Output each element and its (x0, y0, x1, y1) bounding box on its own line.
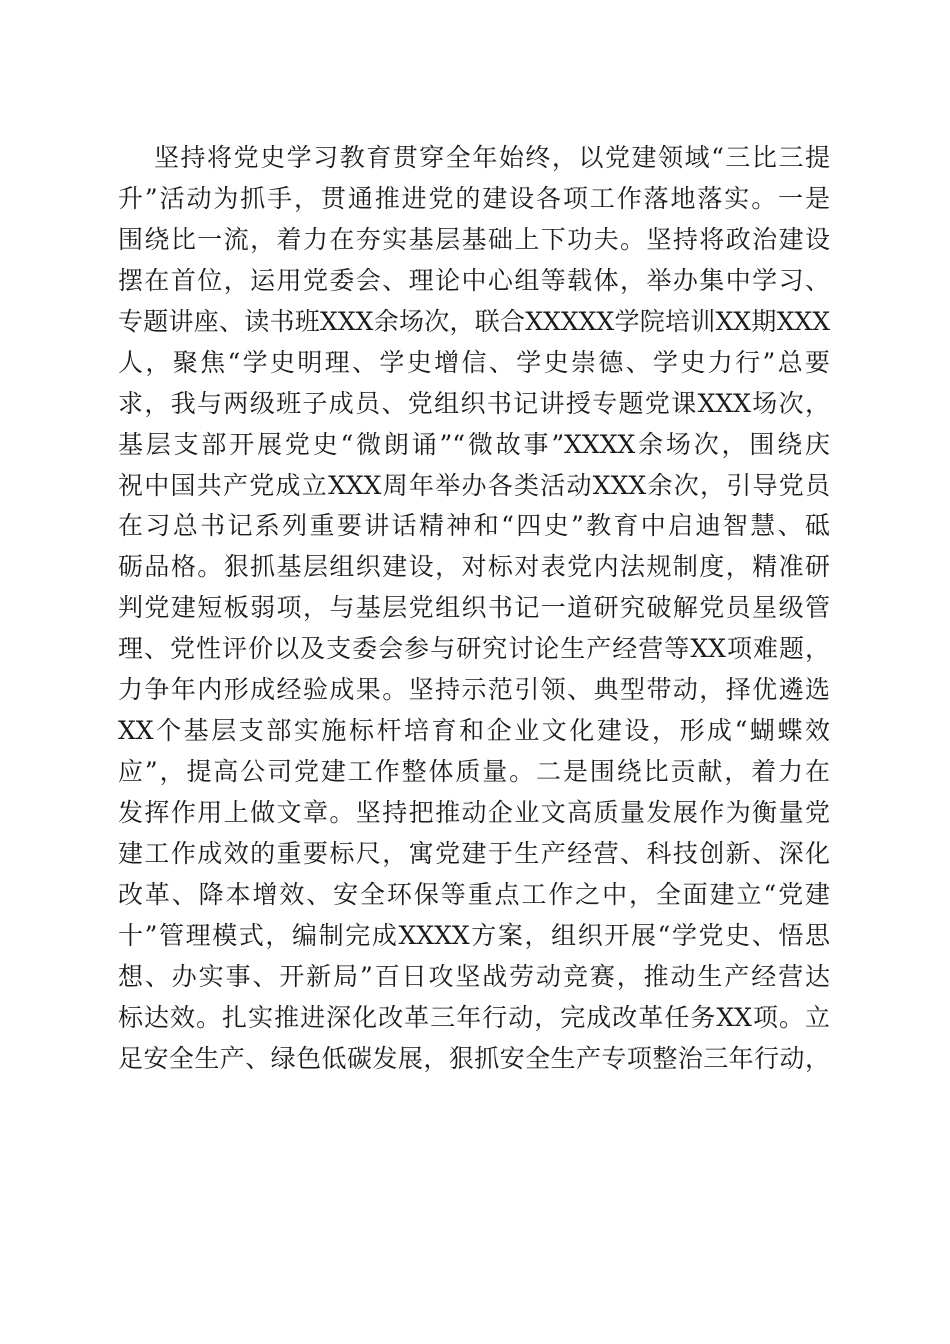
paragraph-line: 专题讲座、读书班XXX余场次，联合XXXXX学院培训XX期XXX (118, 306, 830, 336)
paragraph-line: 十”管理模式，编制完成XXXX方案，组织开展“学党史、悟思 (118, 920, 830, 950)
paragraph-line: 力争年内形成经验成果。坚持示范引领、典型带动，择优遴选 (118, 675, 830, 705)
paragraph-line: 祝中国共产党成立XXX周年举办各类活动XXX余次，引导党员 (118, 470, 830, 500)
paragraph-line: 基层支部开展党史“微朗诵”“微故事”XXXX余场次，围绕庆 (118, 429, 830, 459)
paragraph-line: 围绕比一流，着力在夯实基层基础上下功夫。坚持将政治建设 (118, 224, 830, 254)
paragraph-line: 发挥作用上做文章。坚持把推动企业文高质量发展作为衡量党 (118, 798, 830, 827)
paragraph-line: 标达效。扎实推进深化改革三年行动，完成改革任务XX项。立 (118, 1002, 830, 1032)
paragraph-line: 应”，提高公司党建工作整体质量。二是围绕比贡献，着力在 (118, 757, 830, 787)
paragraph-line: 足安全生产、绿色低碳发展，狠抓安全生产专项整治三年行动， (118, 1043, 830, 1073)
paragraph-line: 砺品格。狠抓基层组织建设，对标对表党内法规制度，精准研 (118, 552, 830, 582)
paragraph-line: 人，聚焦“学史明理、学史增信、学史崇德、学史力行”总要 (118, 347, 830, 377)
paragraph-line: 在习总书记系列重要讲话精神和“四史”教育中启迪智慧、砥 (118, 511, 830, 541)
paragraph-line: 改革、降本增效、安全环保等重点工作之中，全面建立“党建 (118, 879, 830, 909)
paragraph-line: 理、党性评价以及支委会参与研究讨论生产经营等XX项难题， (118, 634, 830, 664)
body-paragraph (118, 138, 830, 1080)
paragraph-line: 坚持将党史学习教育贯穿全年始终，以党建领域“三比三提 (154, 143, 830, 172)
paragraph-line: 求，我与两级班子成员、党组织书记讲授专题党课XXX场次， (118, 388, 830, 418)
paragraph-line: 升”活动为抓手，贯通推进党的建设各项工作落地落实。一是 (118, 183, 830, 213)
paragraph-line: 判党建短板弱项，与基层党组织书记一道研究破解党员星级管 (118, 593, 830, 623)
paragraph-line: 摆在首位，运用党委会、理论中心组等载体，举办集中学习、 (118, 265, 830, 295)
paragraph-line: 想、办实事、开新局”百日攻坚战劳动竞赛，推动生产经营达 (118, 961, 830, 991)
paragraph-line: 建工作成效的重要标尺，寓党建于生产经营、科技创新、深化 (118, 838, 830, 868)
paragraph-line: XX个基层支部实施标杆培育和企业文化建设，形成“蝴蝶效 (118, 716, 830, 746)
